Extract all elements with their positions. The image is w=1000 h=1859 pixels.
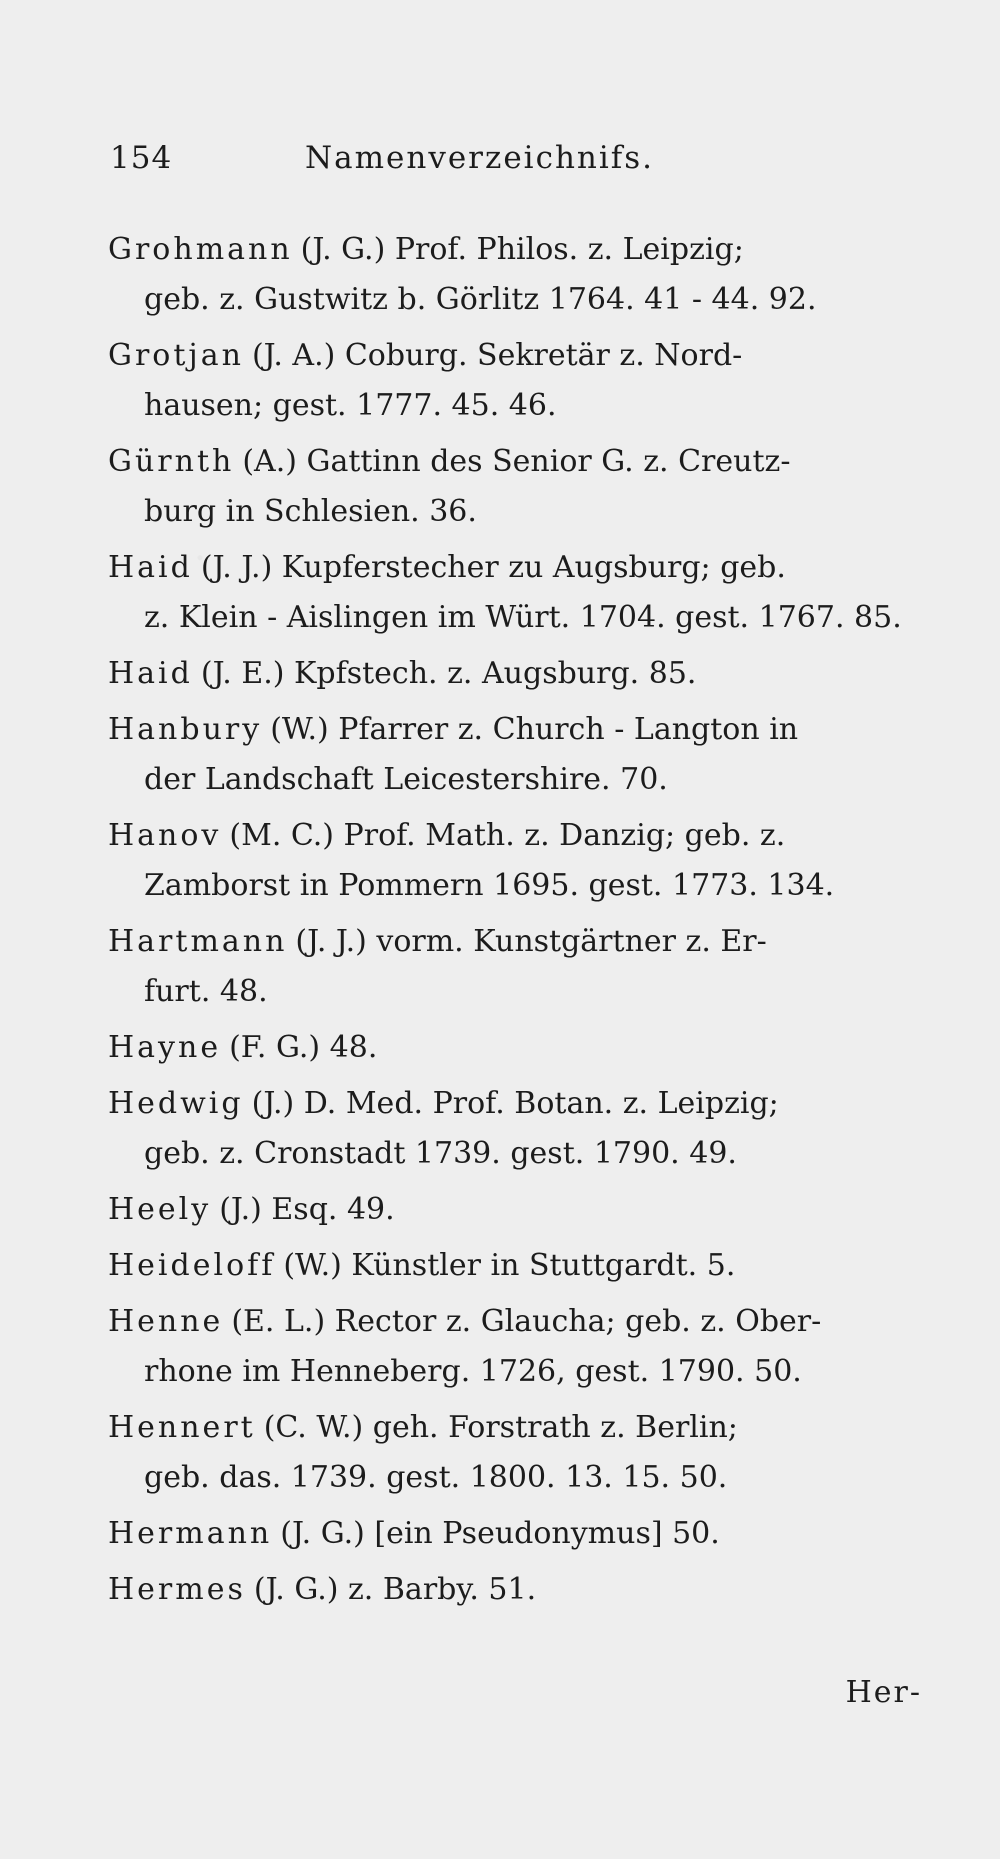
entry-name: Hanbury bbox=[108, 712, 263, 747]
list-item bbox=[108, 1241, 928, 1291]
entry-name: Haid bbox=[108, 550, 193, 585]
list-item bbox=[108, 917, 928, 1017]
entry-name: Haid bbox=[108, 656, 193, 691]
list-item bbox=[108, 1185, 928, 1235]
entry-continuation: geb. z. Gustwitz b. Görlitz 1764. 41 - 44. 92. bbox=[144, 282, 817, 317]
entry-name: Hayne bbox=[108, 1030, 222, 1065]
list-item bbox=[108, 1565, 928, 1615]
list-item bbox=[108, 811, 928, 911]
entry-name: Hermes bbox=[108, 1572, 246, 1607]
list-item bbox=[108, 437, 928, 537]
entry-continuation: geb. das. 1739. gest. 1800. 13. 15. 50. bbox=[144, 1460, 728, 1495]
entry-continuation: geb. z. Cronstadt 1739. gest. 1790. 49. bbox=[144, 1136, 737, 1171]
entry-text: (W.) Künstler in Stuttgardt. 5. bbox=[283, 1248, 736, 1283]
catchword: Her- bbox=[845, 1675, 922, 1710]
entry-continuation: hausen; gest. 1777. 45. 46. bbox=[144, 388, 557, 423]
entry-text: (C. W.) geh. Forstrath z. Berlin; bbox=[263, 1410, 738, 1445]
entry-text: (A.) Gattinn des Senior G. z. Creutz- bbox=[242, 444, 791, 479]
entry-name: Henne bbox=[108, 1304, 224, 1339]
entry-text: (J.) D. Med. Prof. Botan. z. Leipzig; bbox=[251, 1086, 779, 1121]
entry-text: (J. J.) Kupferstecher zu Augsburg; geb. bbox=[200, 550, 786, 585]
entry-text: (F. G.) 48. bbox=[229, 1030, 378, 1065]
entry-continuation: furt. 48. bbox=[144, 974, 268, 1009]
name-index-list bbox=[108, 225, 928, 1621]
entry-continuation: burg in Schlesien. 36. bbox=[144, 494, 477, 529]
page-header bbox=[110, 140, 910, 176]
entry-text: (J. G.) z. Barby. 51. bbox=[253, 1572, 537, 1607]
list-item bbox=[108, 1079, 928, 1179]
entry-text: (J. G.) Prof. Philos. z. Leipzig; bbox=[300, 232, 744, 267]
list-item bbox=[108, 649, 928, 699]
entry-continuation: z. Klein - Aislingen im Würt. 1704. gest. 1767. 85. bbox=[144, 600, 902, 635]
list-item bbox=[108, 1023, 928, 1073]
entry-text: (J. E.) Kpfstech. z. Augsburg. 85. bbox=[200, 656, 697, 691]
entry-text: (J. J.) vorm. Kunstgärtner z. Er- bbox=[295, 924, 767, 959]
page-title: Namenverzeichnifs. bbox=[305, 140, 655, 176]
entry-text: (J. G.) [ein Pseudonymus] 50. bbox=[280, 1516, 720, 1551]
entry-text: (E. L.) Rector z. Glaucha; geb. z. Ober- bbox=[231, 1304, 822, 1339]
entry-name: Grotjan bbox=[108, 338, 244, 373]
list-item bbox=[108, 331, 928, 431]
entry-text: (J. A.) Coburg. Sekretär z. Nord- bbox=[251, 338, 743, 373]
page-number: 154 bbox=[110, 140, 173, 176]
list-item bbox=[108, 225, 928, 325]
entry-continuation: der Landschaft Leicestershire. 70. bbox=[144, 762, 668, 797]
entry-text: (J.) Esq. 49. bbox=[219, 1192, 395, 1227]
entry-name: Grohmann bbox=[108, 232, 293, 267]
list-item bbox=[108, 1403, 928, 1503]
list-item bbox=[108, 543, 928, 643]
entry-name: Heideloff bbox=[108, 1248, 276, 1283]
list-item bbox=[108, 1297, 928, 1397]
entry-name: Hennert bbox=[108, 1410, 256, 1445]
entry-text: (W.) Pfarrer z. Church - Langton in bbox=[270, 712, 799, 747]
entry-text: (M. C.) Prof. Math. z. Danzig; geb. z. bbox=[229, 818, 786, 853]
entry-name: Hedwig bbox=[108, 1086, 244, 1121]
list-item bbox=[108, 1509, 928, 1559]
entry-name: Gürnth bbox=[108, 444, 235, 479]
entry-continuation: rhone im Henneberg. 1726, gest. 1790. 50. bbox=[144, 1354, 802, 1389]
entry-name: Heely bbox=[108, 1192, 212, 1227]
entry-name: Hermann bbox=[108, 1516, 273, 1551]
entry-continuation: Zamborst in Pommern 1695. gest. 1773. 134. bbox=[144, 868, 835, 903]
entry-name: Hanov bbox=[108, 818, 222, 853]
list-item bbox=[108, 705, 928, 805]
entry-name: Hartmann bbox=[108, 924, 288, 959]
